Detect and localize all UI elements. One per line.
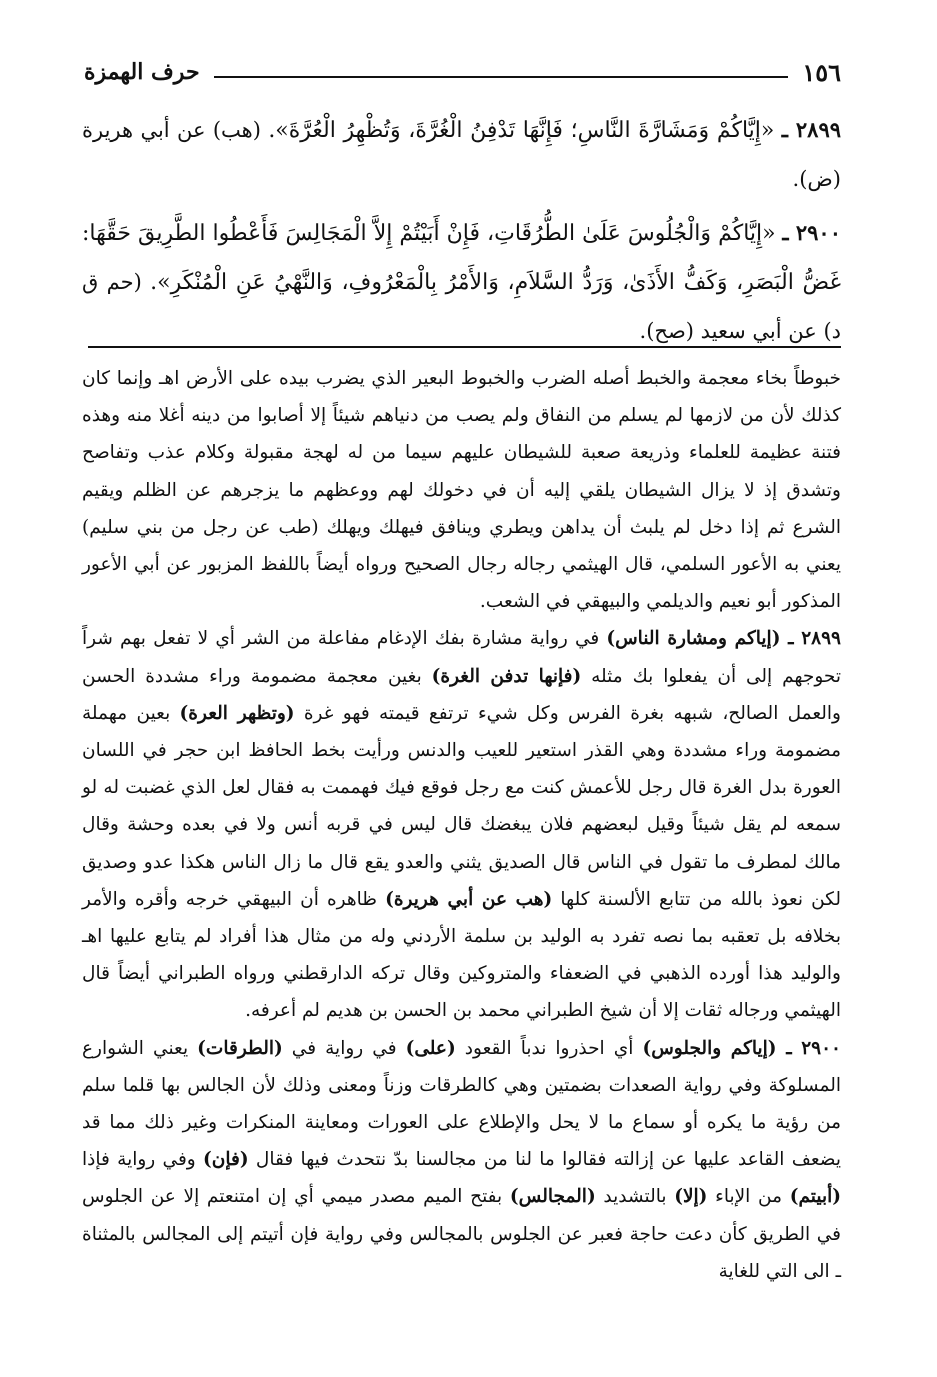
commentary-text: في رواية في xyxy=(282,1037,406,1059)
commentary-2899 xyxy=(82,620,841,1029)
commentary-text: بالتشديد xyxy=(595,1186,675,1208)
hadith-2899 xyxy=(82,106,841,203)
commentary-quote: (فإنها تدفن الغرة) xyxy=(431,665,582,687)
commentary-text: وفي رواية فإذا xyxy=(82,1149,204,1171)
commentary-text: بفتح الميم مصدر ميمي أي إن امتنعتم إلا عن الجلوس في الطريق كأن دعت حاجة فعبر عن الجلوس بالمجالس وفي رواية فإن أتيتم إلى المجالس بالمثناة ـ الى التي للغاية xyxy=(82,1186,841,1282)
commentary-lead: ٢٩٠٠ ـ (إياكم والجلوس) xyxy=(642,1037,841,1059)
page-header xyxy=(84,52,841,92)
header-rule xyxy=(214,76,789,78)
hadith-text: «إِيَّاكُمْ وَمَشَارَّةَ النَّاسِ؛ فَإِنَّهَا تَدْفِنُ الْغُرَّةَ، وَتُظْهِرُ الْعُرَّةَ». xyxy=(268,118,775,143)
commentary-prev-paragraph: خبوطاً بخاء معجمة والخبط أصله الضرب والخبوط البعير الذي يضرب بيده على الأرض اهـ وإنما كان كذلك لأن من لازمها لم يسلم من النفاق ولم يصب من دنياهم شيئاً إلا أصابوا من دينه أغلا منه وهذه فتنة عظيمة للعلماء وذريعة صعبة للشيطان عليهم سيما من له لهجة مقبولة وكلام عذب وتفاصح وتشدق إذ لا يزال الشيطان يلقي إليه أن في دخولك لهم ووعظهم ما يزجرهم عن الظلم ويقيم الشرع ثم إذا دخل لم يلبث أن يداهن ويطري وينافق فيهلك ويهلك (طب عن رجل من بني سليم) يعني به الأعور السلمي، قال الهيثمي رجاله رجال الصحيح ورواه أيضاً باللفظ المزبور عن أبي الأعور المذكور أبو نعيم والديلمي والبيهقي في الشعب. xyxy=(82,368,841,613)
commentary-quote: (فإن) xyxy=(203,1149,249,1171)
commentary-text: يعني الشوارع المسلوكة وفي رواية الصعدات بضمتين وهي كالطرقات وزناً ومعنى وذلك لأن الجالس بها قلما سلم من رؤية ما يكره أو سماع ما لا يحل والإطلاع على العورات ومعاينة المنكرات وغير ذلك مما قد يضعف القاعد عليها عن إزالته فقالوا ما لنا من مجالسنا بدّ نتحدث فيها فقال xyxy=(82,1037,842,1171)
commentary-quote: (أبيتم) xyxy=(789,1186,842,1208)
commentary-text: بغين معجمة مضمومة وراء مشددة الحسن والعمل الصالح، شبهه بغرة الفرس وكل شيء ترتفع قيمته فهو غرة xyxy=(82,665,841,724)
commentary-text: بعين مهملة مضمومة وراء مشددة وهي القذر استعير للعيب والدنس ورأيت بخط الحافظ ابن حجر في اللسان العورة بدل الغرة قال رجل للأعمش كنت مع رجل فوقع فيك فهممت به فقال لعل الذي غضبت له لو سمعه لم يقل شيئاً وقيل لبعضهم فلان يبغضك قال ليس في قربه أنس ولا في بعده وحشة وقال مالك لمطرف ما تقول في الناس قال الصديق يثني والعدو يقع قال ما زال الناس هكذا عدو وصديق لكن نعوذ بالله من تتابع الألسنة كلها xyxy=(82,702,842,910)
hadith-number: ٢٩٠٠ ـ xyxy=(782,220,841,245)
footnote-separator xyxy=(88,346,841,348)
commentary-text: أي احذروا ندباً القعود xyxy=(455,1037,643,1059)
commentary-quote: (الطرقات) xyxy=(197,1037,283,1059)
commentary-quote: (المجالس) xyxy=(509,1186,596,1208)
commentary-lead: ٢٨٩٩ ـ (إياكم ومشارة الناس) xyxy=(606,628,841,650)
commentary-section xyxy=(82,360,841,1290)
commentary-quote: (هب عن أبي هريرة) xyxy=(385,888,553,910)
commentary-quote: (على) xyxy=(405,1037,456,1059)
commentary-quote: (وتظهر العرة) xyxy=(179,702,295,724)
commentary-2900 xyxy=(82,1030,841,1290)
hadith-source: (حم ق د) عن أبي سعيد (صح). xyxy=(82,270,841,343)
hadith-texts xyxy=(82,106,841,361)
hadith-number: ٢٨٩٩ ـ xyxy=(781,117,842,142)
commentary-text: من الإباء xyxy=(707,1186,790,1208)
chapter-title: حرف الهمزة xyxy=(84,59,200,85)
commentary-text: في رواية مشارة بفك الإدغام مفاعلة من الشر أي لا تفعل بهم شراً تحوجهم إلى أن يفعلوا بك مثله xyxy=(82,628,841,687)
hadith-source: (هب) عن أبي هريرة (ض). xyxy=(82,118,841,191)
commentary-quote: (إلا) xyxy=(674,1186,708,1208)
page-number: ١٥٦ xyxy=(802,57,841,87)
hadith-text: «إِيَّاكُمْ وَالْجُلُوسَ عَلَىٰ الطُّرُقَاتِ، فَإِنْ أَبَيْتُمْ إِلاَّ الْمَجَالِسَ فَأَعْطُوا الطَّرِيقَ حَقَّهَا: غَضُّ الْبَصَرِ، وَكَفُّ الأَذَىٰ، وَرَدُّ السَّلاَمِ، وَالأَمْرُ بِالْمَعْرُوفِ، وَالنَّهْيُ عَنِ الْمُنْكَرِ». xyxy=(82,221,841,295)
commentary-text: ظاهره أن البيهقي خرجه وأقره والأمر بخلافه بل تعقبه بما نصه تفرد به الوليد بن سلمة الأردني وله من مثال هذا أفراد لم يتابع عليها اهـ والوليد هذا أورده الذهبي في الضعفاء والمتروكين وقال تركه الدارقطني ورواه الطبراني أيضاً قال الهيثمي ورجاله ثقات إلا أن شيخ الطبراني محمد بن الحسن بن هديم لم أعرفه. xyxy=(82,888,841,1022)
hadith-2900 xyxy=(82,209,841,355)
